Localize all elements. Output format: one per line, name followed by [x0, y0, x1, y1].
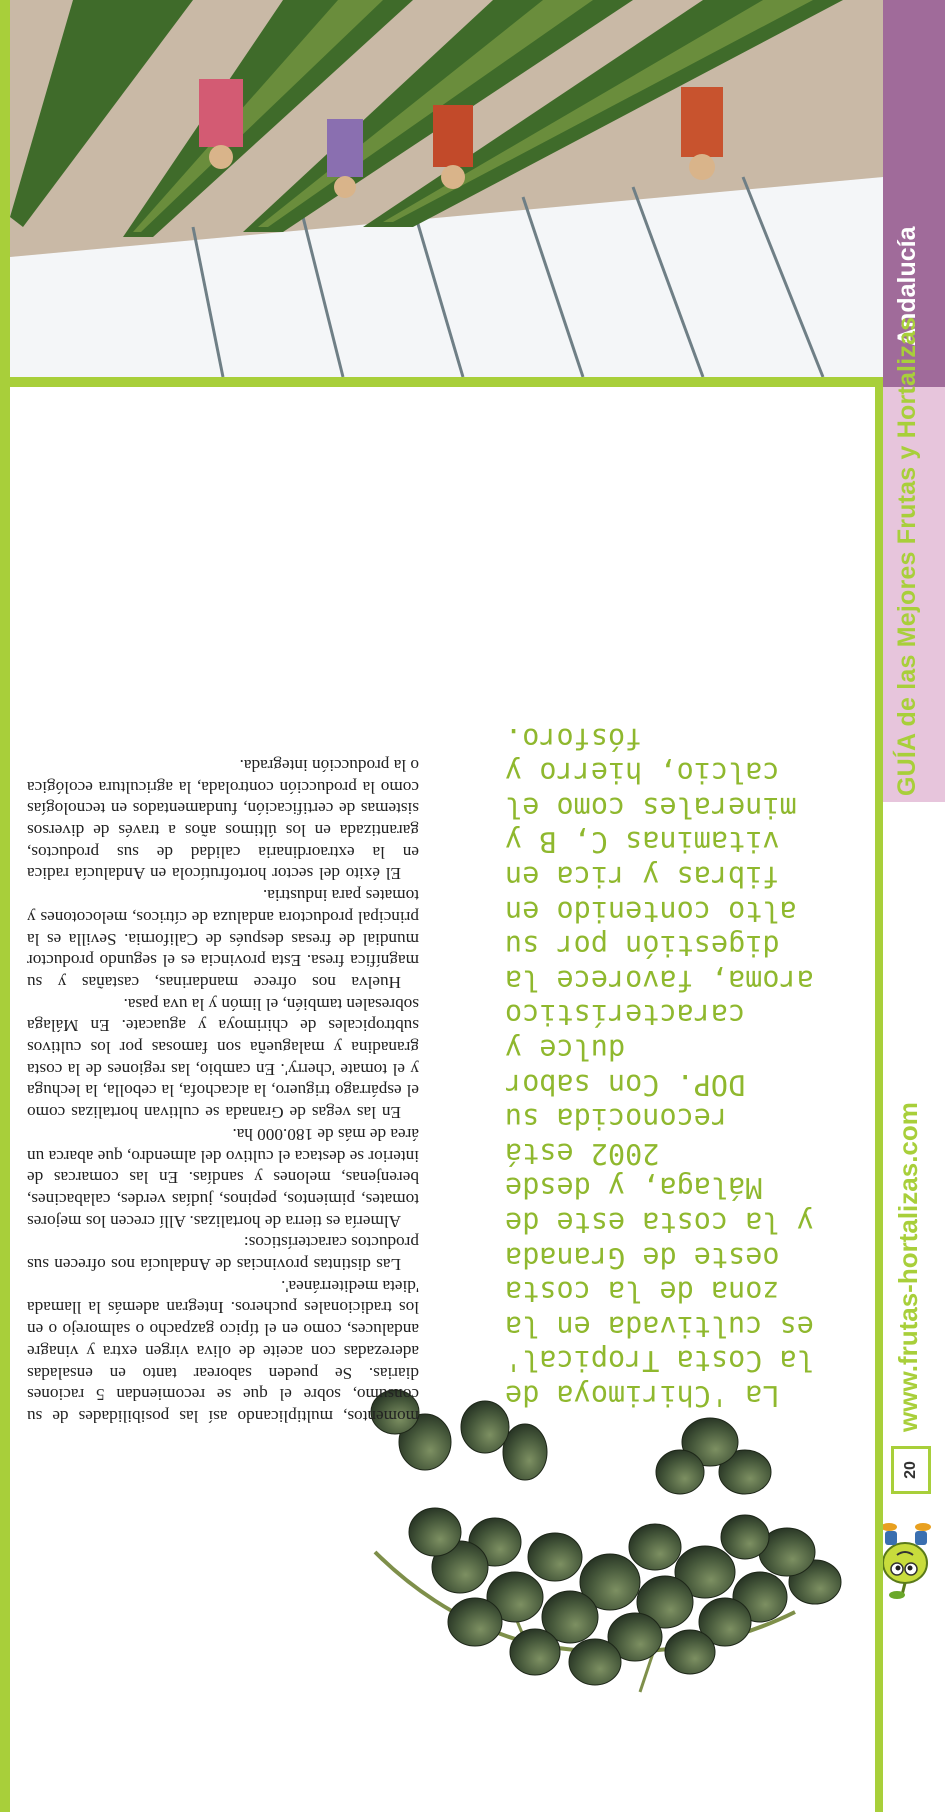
fruit-mascot-icon — [877, 1519, 935, 1607]
quote-line: fibras y rica en — [505, 860, 780, 894]
quote-line: dulce y — [505, 1033, 626, 1067]
body-paragraph: momentos, multiplicando así las posibilidades de su consumo, sobre el que se recomiendan 5 raciones diarias. Se pueden saborear tanto en ensaladas aderezadas con aceite de oliva virgen extra y vinagre andaluces, como en el típico gazpacho o salmorejo o en los tradicionales pucheros. Integran además la llamada 'dieta mediterránea'. — [27, 1276, 419, 1426]
quote-line: 2002 está — [505, 1136, 660, 1170]
website-link[interactable]: www.frutas-hortalizas.com — [893, 1102, 923, 1432]
quote-line: digestión por su — [505, 929, 780, 963]
page-number: 20 — [902, 1461, 920, 1479]
body-paragraph: El éxito del sector hortofrutícola en Andalucía radica en la extraordinaria calidad de sus productos, garantizada en los últimos años a través de diversos sistemas de certificación, fundamentados en tecnologías como la producción controlada, la agricultura ecológica o la producción integrada. — [27, 755, 419, 884]
quote-line: zona de la costa — [505, 1275, 780, 1309]
raisins-photo — [335, 1372, 855, 1812]
sidebar — [883, 0, 945, 1812]
quote-line: alto contenido en — [505, 894, 797, 928]
quote-line: y la costa este de — [505, 1206, 814, 1240]
quote-line: fósforo. — [505, 721, 643, 755]
section-divider-band — [0, 377, 883, 387]
quote-line: calcio, hierro y — [505, 756, 780, 790]
quote-line: Málaga, y desde — [505, 1171, 763, 1205]
quote-line: aroma, favorece la — [505, 963, 814, 997]
body-paragraph: En las vegas de Granada se cultivan hortalizas como el espárrago triguero, la alcachofa, la cebolla, la lechuga y el tomate 'cherry'. En cambio, las regiones de la costa granadina y malagueña son famosas por los cultivos subtropicales de chirimoya y aguacate. En Málaga sobresalen también, el limón y la uva pasa. — [27, 994, 419, 1123]
quote-line: vitaminas C, B y — [505, 825, 780, 859]
guide-title: GUÍA de las Mejores Frutas y Hortalizas — [893, 316, 921, 796]
quote-line: reconocida su — [505, 1102, 729, 1136]
quote-line: es cultivada en la — [505, 1309, 814, 1343]
quote-line: la Costa Tropical' — [505, 1344, 814, 1378]
body-paragraph: Almería es tierra de hortalizas. Allí crecen los mejores tomates, pimientos, pepinos, judías verdes, calabacines, berenjenas, melones y sandías. En las comarcas de interior se destaca el cultivo del almendro, que abarca un área de más de 180.000 ha. — [27, 1124, 419, 1231]
greenhouse-photo — [10, 0, 883, 377]
region-label: Andalucía — [893, 226, 921, 346]
quote-line: La 'Chirimoya de — [505, 1379, 780, 1412]
body-paragraph: Las distintas provincias de Andalucía nos ofrecen sus productos característicos: — [27, 1233, 419, 1275]
quote-line: minerales como el — [505, 790, 797, 824]
quote-line: DOP. Con sabor — [505, 1067, 746, 1101]
article-body — [27, 754, 419, 1427]
page-number-box — [891, 1446, 931, 1494]
pull-quote — [505, 720, 815, 1412]
quote-line: característico — [505, 998, 746, 1032]
edge-accent-bar — [0, 0, 10, 1812]
quote-line: oeste de Granada — [505, 1240, 780, 1274]
body-paragraph: Huelva nos ofrece mandarinas, castañas y su magnífica fresa. Esta provincia es el segundo productor mundial de fresas después de California. Sevilla es la principal productora andaluza de cítricos, melocotones y tomates para industria. — [27, 886, 419, 992]
